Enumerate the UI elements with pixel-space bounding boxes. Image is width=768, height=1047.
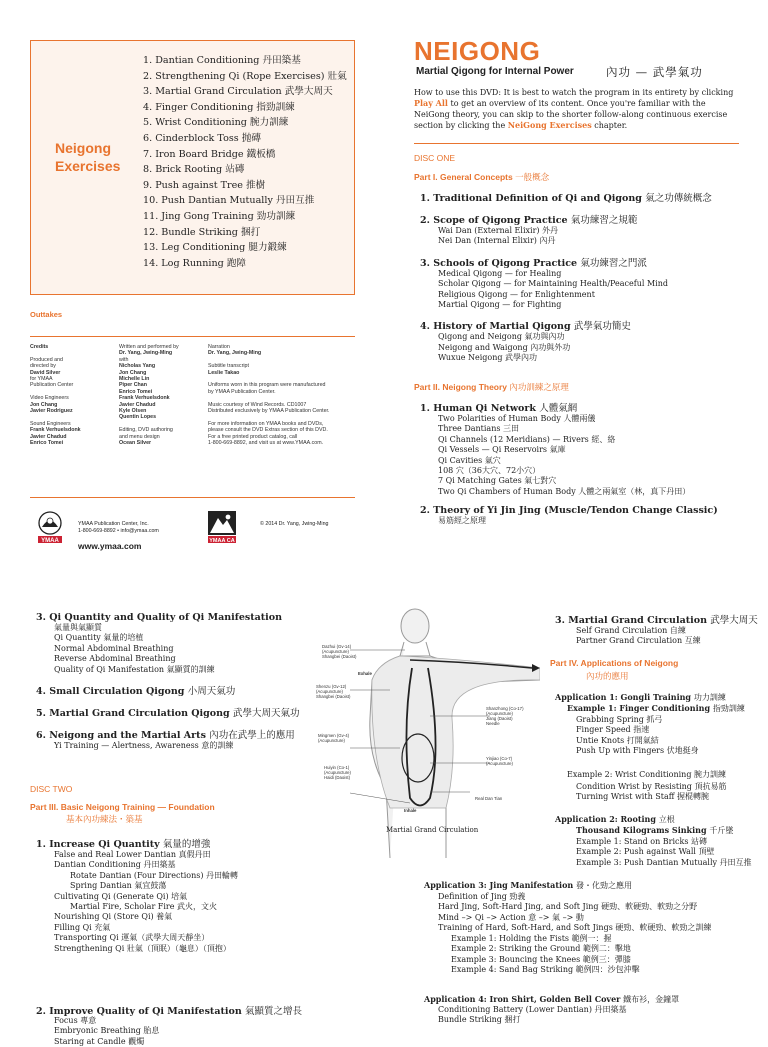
label-shenzu: Shenzu (Gv-12) (Acupuncture) Shangbei (Daoist)	[316, 684, 351, 699]
section-item	[420, 400, 740, 497]
sub-item: Medical Qigong — for Healing	[438, 268, 562, 278]
app1-sublist	[576, 715, 699, 757]
credits-line: Piper Chan	[119, 382, 147, 389]
heading-cjk: 人體氣網	[539, 403, 578, 414]
sub-item: Nourishing Qi (Store Qi) 養氣	[54, 912, 173, 922]
label-inhale: Inhale	[404, 808, 417, 813]
credits-line: Distributed exclusively by YMAA Publication Center.	[208, 408, 330, 415]
exercise-item[interactable]: 5. Wrist Conditioning 腕力訓練	[143, 117, 289, 129]
heading-text: 2. Scope of Qigong Practice	[420, 215, 568, 226]
app1-example1: Example 1: Finger Conditioning 指勁訓練	[567, 703, 745, 713]
credits-line: Publication Center	[30, 382, 74, 389]
section-heading[interactable]	[36, 683, 296, 697]
app1-sublist-2	[576, 782, 726, 803]
sub-item: Religious Qigong — for Enlightenment	[438, 289, 595, 299]
disc-one-label: DISC ONE	[414, 153, 456, 163]
credits-line: Enrico Tomei	[30, 440, 64, 447]
credits-line: by YMAA Publication Center.	[208, 388, 276, 395]
credits-line: Javier Chadud	[119, 401, 156, 408]
credits-line: for YMAA	[30, 376, 53, 383]
sub-item: Staring at Candle 觀燭	[54, 1036, 145, 1046]
credits-line: Subtitle transcript	[208, 363, 249, 370]
disc1-items	[420, 190, 740, 372]
credits-line: with	[119, 356, 129, 363]
sub-item: Example 1: Stand on Bricks 站磚	[576, 837, 708, 846]
credits-line: Sound Engineers	[30, 420, 71, 427]
copyright: © 2014 Dr. Yang, Jwing-Ming	[260, 521, 329, 527]
exercise-item[interactable]: 7. Iron Board Bridge 鐵板橋	[143, 148, 276, 160]
section-item	[36, 683, 296, 697]
b1-heading: 1. Increase Qi Quantity 氣量的增強	[36, 839, 211, 850]
credits-line: Editing, DVD authoring	[119, 427, 173, 434]
app3-sublist	[438, 892, 711, 934]
ca-logo-text: YMAA CA	[209, 538, 235, 544]
sub-item: Turning Wrist with Staff 握棍轉腕	[576, 792, 709, 802]
sub-item: Finger Speed 指速	[576, 725, 650, 735]
sub-item: Example 2: Striking the Ground 範例二：擊地	[451, 944, 631, 954]
app4-sublist	[438, 1005, 626, 1026]
sub-item: Example 3: Bouncing the Knees 範例三：彈膝	[451, 954, 631, 964]
sub-item: Strengthening Qi 壯氣（頂眠）（龜息）（頂抱）	[54, 943, 231, 953]
section-item	[420, 190, 740, 204]
sub-item: Training of Hard, Soft-Hard, and Soft Jings 硬勁、軟硬勁、軟勁之訓練	[438, 923, 712, 933]
heading-text: 4. Small Circulation Qigong	[36, 686, 185, 698]
sub-item: Cultivating Qi (Generate Qi) 培氣	[54, 891, 188, 901]
sub-item: False and Real Lower Dantian 真假丹田	[54, 850, 211, 859]
sub-item: 108 穴（36大穴、72小穴）	[438, 466, 541, 476]
sub-item: Qi Vessels — Qi Reservoirs 氣庫	[438, 445, 566, 455]
heading-cjk: 氣功練習之門派	[580, 257, 647, 269]
sub-item: Wai Dan (External Elixir) 外丹	[438, 226, 559, 235]
credits-line: and menu design	[119, 433, 160, 440]
sub-item: Qi Cavities 氣穴	[438, 455, 501, 465]
section-item	[36, 727, 296, 751]
app2-subheading: Thousand Kilograms Sinking 千斤墜	[576, 825, 734, 835]
section-heading[interactable]	[420, 318, 740, 332]
label-mingmen: Mingmen (Gv-4) (Acupuncture)	[318, 733, 350, 743]
section-heading[interactable]	[36, 727, 296, 741]
credits-line: Michelle Lin	[119, 376, 150, 383]
section-heading[interactable]	[36, 612, 296, 623]
credits-line: Music courtesy of Wind Records. CD1007	[208, 401, 307, 408]
credits-line: Quentin Lopes	[119, 414, 157, 421]
app3-heading: Application 3: Jing Manifestation 發・化勁之應用	[424, 880, 633, 890]
sub-item: Qigong and Neigong 氣功與內功	[438, 332, 565, 342]
r3-heading: 3. Martial Grand Circulation 武學大周天	[555, 615, 758, 626]
section-item	[36, 705, 300, 720]
exercise-item[interactable]: 9. Push against Tree 推樹	[143, 179, 266, 191]
ymaa-logo-icon	[34, 510, 66, 544]
sub-item: Mind –> Qi –> Action 意 –> 氣 –> 動	[438, 912, 584, 922]
sub-item: 氣量與氣顯質	[54, 623, 102, 632]
sub-item: Two Polarities of Human Body 人體兩儀	[438, 414, 596, 423]
exercise-item[interactable]: 6. Cinderblock Toss 抛磚	[143, 132, 261, 144]
divider	[414, 143, 739, 144]
section-item	[36, 612, 296, 675]
b1-sublist	[54, 850, 304, 954]
section-heading[interactable]	[36, 705, 300, 720]
play-all-link[interactable]: Play All	[414, 98, 448, 109]
credits-line: For a free printed product catalog, call	[208, 433, 298, 440]
label-huiyin: Huiyin (Co-1) (Acupuncture) Haidi (Daoist)	[324, 765, 351, 780]
exercise-item[interactable]: 11. Jing Gong Training 勁功訓練	[143, 210, 296, 222]
sub-item: Dantian Conditioning 丹田築基	[54, 860, 176, 870]
heading-text: 2. Theory of Yi Jin Jing (Muscle/Tendon Change Classic)	[420, 505, 718, 517]
credits-line: Dr. Yang, Jwing-Ming	[119, 350, 173, 357]
sub-item: Qi Channels (12 Meridians) — Rivers 經、絡	[438, 434, 616, 444]
howto-text: How to use this DVD: It is best to watch the program in its entirety by clicking Play All to get an overview of its content. Once you're familiar with the NeiGong theory, you can skip to the shorter follow-along continuous exercise section by clicking the NeiGong Exercises chapter.	[414, 88, 734, 131]
heading-cjk: 氣之功傳統概念	[645, 193, 712, 204]
sub-item: Conditioning Battery (Lower Dantian) 丹田築基	[438, 1005, 627, 1014]
credits-line: Frank Verhuelsdonk	[30, 427, 81, 434]
sub-item: Condition Wrist by Resisting 頂抗易筋	[576, 782, 727, 791]
credits-line: Javier Rodriguez	[30, 408, 73, 415]
heading-text: 1. Traditional Definition of Qi and Qigong	[420, 193, 642, 204]
credits-line: Jon Chang	[30, 401, 58, 408]
divider	[30, 336, 355, 337]
app4-heading: Application 4: Iron Shirt, Golden Bell Cover 鐵布衫，金鐘罩	[424, 994, 680, 1004]
part4-heading: Part IV. Applications of Neigong	[550, 658, 679, 668]
sub-item: Wuxue Neigong 武學內功	[438, 353, 538, 363]
sub-item: Normal Abdominal Breathing	[54, 643, 174, 653]
credits-line: 1-800-669-8892, and visit us at www.YMAA.com.	[208, 440, 324, 447]
exercise-item[interactable]: 4. Finger Conditioning 指勁訓練	[143, 101, 295, 113]
sub-item: Three Dantians 三田	[438, 424, 520, 434]
heading-text: 6. Neigong and the Martial Arts	[36, 730, 206, 742]
sub-item: Filling Qi 充氣	[54, 922, 111, 932]
ymaa-contact	[78, 521, 159, 534]
app3-examples	[451, 934, 640, 976]
exercise-item[interactable]: 12. Bundle Striking 捆打	[143, 226, 261, 238]
heading-text: 3. Schools of Qigong Practice	[420, 257, 578, 269]
section-item	[420, 212, 740, 247]
credits-line: Video Engineers	[30, 395, 69, 402]
sub-item: 7 Qi Matching Gates 氣七對穴	[438, 476, 557, 486]
credits-line: Dr. Yang, Jwing-Ming	[208, 350, 262, 357]
sub-item: Focus 專意	[54, 1016, 97, 1025]
section-item	[420, 505, 740, 526]
sub-item: Partner Grand Circulation 互練	[576, 636, 701, 646]
exercises-list	[143, 53, 353, 271]
exercises-box	[30, 40, 355, 295]
exercise-item[interactable]: 1. Dantian Conditioning 丹田築基	[143, 55, 301, 66]
ymaa-phone-email: 1-800-669-8892 • info@ymaa.com	[78, 527, 159, 534]
ymaa-address: YMAA Publication Center, Inc.	[78, 521, 149, 527]
app1-example2: Example 2: Wrist Conditioning 腕力訓練	[567, 770, 726, 779]
credits-line: please consult the DVD Extras section of this DVD.	[208, 427, 328, 434]
credits-line: Produced and	[30, 356, 63, 363]
heading-cjk: 內功在武學上的應用	[209, 730, 295, 742]
outtakes-link[interactable]: Outtakes	[30, 310, 63, 319]
ymaa-ca-logo-icon	[206, 510, 238, 544]
credits-col-2	[119, 344, 204, 447]
exercise-item[interactable]: 8. Brick Rooting 站磚	[143, 164, 245, 176]
section-heading[interactable]	[420, 255, 740, 269]
credits-line: For more information on YMAA books and DVDs,	[208, 420, 324, 427]
credits-block	[30, 344, 355, 484]
label-dazhui: Dazhui (Gv-14) (Acupuncture) Shangbei (Daoist)	[322, 644, 357, 659]
page-title: NEIGONG	[414, 36, 541, 66]
section-heading[interactable]	[420, 212, 740, 226]
part3-heading: Part III. Basic Neigong Training — Foundation	[30, 802, 215, 812]
website-link[interactable]: www.ymaa.com	[78, 541, 142, 551]
exercise-item[interactable]: 14. Log Running 跑障	[143, 257, 247, 269]
sub-item: Martial Qigong — for Fighting	[438, 300, 562, 310]
credits-col-3	[208, 344, 358, 447]
sub-item: Example 2: Push against Wall 頂壁	[576, 847, 715, 857]
sub-item: Self Grand Circulation 自練	[576, 626, 686, 635]
sub-item: Untie Knots 打開氣結	[576, 735, 659, 745]
part2-heading: Part II. Neigong Theory 內功訓練之原理	[414, 382, 569, 393]
exercise-item[interactable]: 10. Push Dantian Mutually 丹田互推	[143, 195, 315, 207]
section-heading[interactable]	[420, 400, 740, 414]
label-shanzhong: Shanzhong (Co-17) (Acupuncture) Jiang (Daoist) Needle	[486, 706, 524, 726]
credits-line: Ocean Silver	[119, 440, 152, 447]
sub-item: Hard Jing, Soft-Hard Jing, and Soft Jing 硬勁、軟硬勁、軟勁之分野	[438, 902, 698, 912]
credits-line: Javier Chadud	[30, 433, 67, 440]
exercises-chapter-link[interactable]: NeiGong Exercises	[507, 120, 592, 131]
sub-item: Rotate Dantian (Four Directions) 丹田輪轉	[70, 870, 238, 880]
sub-item: Embryonic Breathing 胎息	[54, 1026, 160, 1036]
sub-item: Scholar Qigong — for Maintaining Health/Peaceful Mind	[438, 279, 669, 289]
credits-line: Uniforms worn in this program were manufactured	[208, 382, 326, 389]
sub-item: Transporting Qi 運氣（武學大周天靜坐）	[54, 933, 210, 943]
label-yinjiao: Yinjiao (Co-7) (Acupuncture)	[486, 756, 513, 766]
sub-item: Two Qi Chambers of Human Body 人體之兩氣室（林，真下丹田）	[438, 486, 691, 496]
sub-item: Nei Dan (Internal Elixir) 內丹	[438, 236, 556, 246]
sub-item: Qi Quantity 氣量的培植	[54, 633, 144, 643]
sub-item: Quality of Qi Manifestation 氣顯質的訓練	[54, 664, 215, 674]
credits-line: Credits	[30, 344, 49, 350]
credits-line: Frank Verhuelsdonk	[119, 395, 170, 402]
part3-heading-cjk: 基本內功練法・築基	[66, 815, 143, 825]
app2-heading: Application 2: Rooting 立根	[555, 814, 675, 824]
credits-line: Leslie Takao	[208, 369, 240, 376]
sub-item: Spring Dantian 氣宜鼓蕩	[70, 881, 167, 891]
exercise-item[interactable]: 2. Strengthening Qi (Rope Exercises) 壯氣	[143, 70, 347, 82]
b2-heading: 2. Improve Quality of Qi Manifestation 氣顯質之增長	[36, 1006, 303, 1017]
left-lower-items	[36, 612, 300, 759]
exercise-item[interactable]: 3. Martial Grand Circulation 武學大周天	[143, 86, 333, 98]
page-subtitle-cjk: 內功 — 武學氣功	[606, 65, 703, 79]
sub-item: Example 4: Sand Bag Striking 範例四：沙包沖擊	[451, 965, 640, 975]
heading-text: 3. Qi Quantity and Quality of Qi Manifestation	[36, 612, 283, 623]
exercises-title: Neigong Exercises	[55, 140, 121, 174]
sub-item: Martial Fire, Scholar Fire 武火，文火	[70, 902, 218, 912]
heading-cjk: 武學氣功簡史	[573, 321, 631, 333]
heading-cjk: 小周天氣功	[187, 686, 236, 698]
heading-text: 5. Martial Grand Circulation Qigong	[36, 708, 230, 720]
sub-item: Push Up with Fingers 伏地挺身	[576, 746, 699, 756]
sub-item: Neigong and Waigong 內功與外功	[438, 342, 571, 352]
heading-text: 1. Human Qi Network	[420, 403, 536, 414]
heading-cjk: 武學大周天氣功	[233, 708, 300, 720]
sub-item: Example 1: Holding the Fists 範例一：握	[451, 934, 612, 943]
credits-col-1	[30, 344, 115, 447]
credits-line: directed by	[30, 363, 56, 370]
sub-item: Reverse Abdominal Breathing	[54, 654, 176, 664]
b2-sublist	[54, 1016, 304, 1047]
app2-sublist	[576, 837, 752, 868]
disc-two-label: DISC TWO	[30, 784, 73, 794]
part1-heading: Part I. General Concepts 一般概念	[414, 172, 550, 183]
divider	[30, 497, 355, 498]
credits-line: Nicholas Yang	[119, 363, 156, 370]
sub-item: Grabbing Spring 抓弓	[576, 715, 663, 724]
disc1-items-2	[420, 400, 740, 535]
sub-item: Example 3: Push Dantian Mutually 丹田互推	[576, 857, 752, 867]
heading-text: 4. History of Martial Qigong	[420, 321, 571, 333]
exercise-item[interactable]: 13. Leg Conditioning 腿力鍛練	[143, 242, 287, 254]
heading-cjk: 氣功練習之規範	[570, 215, 638, 226]
section-heading[interactable]	[420, 190, 740, 204]
section-item	[420, 255, 740, 311]
sub-item: 易筋經之原理	[438, 516, 486, 526]
r3-sublist	[576, 626, 701, 647]
label-real-dantian: Real Dan Tian	[475, 796, 503, 801]
page-subtitle: Martial Qigong for Internal Power	[416, 66, 574, 77]
sub-item: Yi Training — Alertness, Awareness 意的訓練	[54, 741, 234, 751]
part4-heading-cjk: 內功的應用	[586, 672, 629, 682]
section-heading[interactable]	[420, 505, 740, 516]
credits-line: Written and performed by	[119, 344, 179, 350]
app1-heading: Application 1: Gongli Training 功力訓練	[555, 692, 726, 702]
label-exhale: Exhale	[358, 671, 372, 676]
credits-line: Narration	[208, 344, 230, 350]
section-item	[420, 318, 740, 363]
ymaa-logo-text: YMAA	[41, 538, 59, 544]
credits-line: Enrico Tomei	[119, 388, 153, 395]
credits-line: Kyle Olsen	[119, 408, 147, 415]
credits-line: David Silver	[30, 369, 61, 376]
credits-line: Jon Chang	[119, 369, 147, 376]
diagram-caption: Martial Grand Circulation	[386, 826, 479, 834]
sub-item: Definition of Jing 勁義	[438, 892, 526, 901]
sub-item: Bundle Striking 捆打	[438, 1015, 521, 1025]
